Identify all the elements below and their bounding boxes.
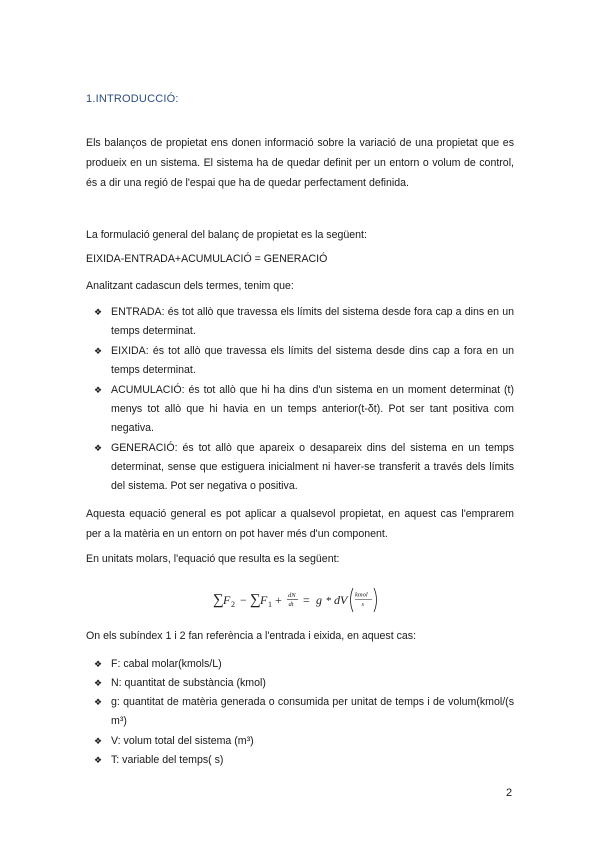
f-symbol: F xyxy=(260,593,268,607)
bullet-icon: ❖ xyxy=(94,443,103,453)
left-paren xyxy=(351,588,354,612)
equation-text: EIXIDA-ENTRADA+ACUMULACIÓ = GENERACIÓ xyxy=(86,253,328,265)
term-acumulacio: ACUMULACIÓ: és tot allò que hi ha dins d'un sistema en un moment determinat (t) menys tot allò que hi havia en un temps anterior(t-δt). Pot ser tant positiva com negativa. xyxy=(111,384,514,434)
minus-sign: − xyxy=(240,593,247,607)
variable-v: V: volum total del sistema (m³) xyxy=(111,735,254,747)
term-eixida: EIXIDA: és tot allò que travessa els límits del sistema desde dins cap a fora en un temps determinat. xyxy=(111,345,514,376)
dn-numerator: dN xyxy=(288,592,296,599)
bullet-icon: ❖ xyxy=(94,755,103,765)
times-sign: * xyxy=(326,595,332,607)
sigma-symbol: ∑ xyxy=(250,592,261,608)
formulation-paragraph: La formulació general del balanç de propietat es la següent: xyxy=(86,229,367,241)
kmol-numerator: kmol xyxy=(355,591,368,599)
sigma-symbol: ∑ xyxy=(213,592,224,608)
dv-symbol: dV xyxy=(334,593,348,607)
bullet-icon: ❖ xyxy=(94,307,103,317)
molar-paragraph: En unitats molars, l'equació que resulta es la següent: xyxy=(86,553,340,565)
s-denominator: s xyxy=(361,601,365,608)
subscript-1: 1 xyxy=(268,600,272,609)
right-paren xyxy=(374,588,377,612)
subscript-2: 2 xyxy=(231,600,235,609)
variable-t: T: variable del temps( s) xyxy=(111,754,224,766)
subindex-paragraph: On els subíndex 1 i 2 fan referència a l'entrada i eixida, en aquest cas: xyxy=(86,630,417,642)
bullet-icon: ❖ xyxy=(94,678,103,688)
analysis-paragraph: Analitzant cadascun dels termes, tenim que: xyxy=(86,280,294,292)
section-heading: 1.INTRODUCCIÓ: xyxy=(86,93,179,105)
dt-denominator: dt xyxy=(288,601,294,608)
bullet-icon: ❖ xyxy=(94,385,103,395)
bullet-icon: ❖ xyxy=(94,697,103,707)
variable-f: F: cabal molar(kmols/L) xyxy=(111,658,222,670)
variable-n: N: quantitat de substància (kmol) xyxy=(111,677,266,689)
bullet-icon: ❖ xyxy=(94,736,103,746)
g-symbol: g xyxy=(316,593,322,607)
term-entrada: ENTRADA: és tot allò que travessa els límits del sistema desde fora cap a dins en un temps determinat. xyxy=(111,306,514,337)
f-symbol: F xyxy=(223,593,231,607)
bullet-icon: ❖ xyxy=(94,346,103,356)
plus-sign: + xyxy=(275,593,282,607)
variable-g: g: quantitat de matèria generada o consumida per unitat de temps i de volum(kmol/(s m³) xyxy=(111,696,514,727)
intro-paragraph: Els balanços de propietat ens donen informació sobre la variació de una propietat que es produeix en un sistema. El sistema ha de quedar definit per un entorn o volum de control, és a dir una regió de l'espai que ha de quedar perfectament definida. xyxy=(86,137,514,189)
term-generacio: GENERACIÓ: és tot allò que apareix o desapareix dins del sistema en un temps determinat, sense que estiguera inicialment ni haver-se transferit a través dels límits del sistema. Pot ser negativa o positiva. xyxy=(111,442,514,492)
general-paragraph: Aquesta equació general es pot aplicar a qualsevol propietat, en aquest cas l'emprarem per a la matèria en un entorn on pot haver més d'un component. xyxy=(86,508,514,540)
equals-sign: = xyxy=(303,593,310,607)
balance-formula xyxy=(212,584,392,616)
bullet-icon: ❖ xyxy=(94,659,103,669)
page-number: 2 xyxy=(506,787,513,799)
